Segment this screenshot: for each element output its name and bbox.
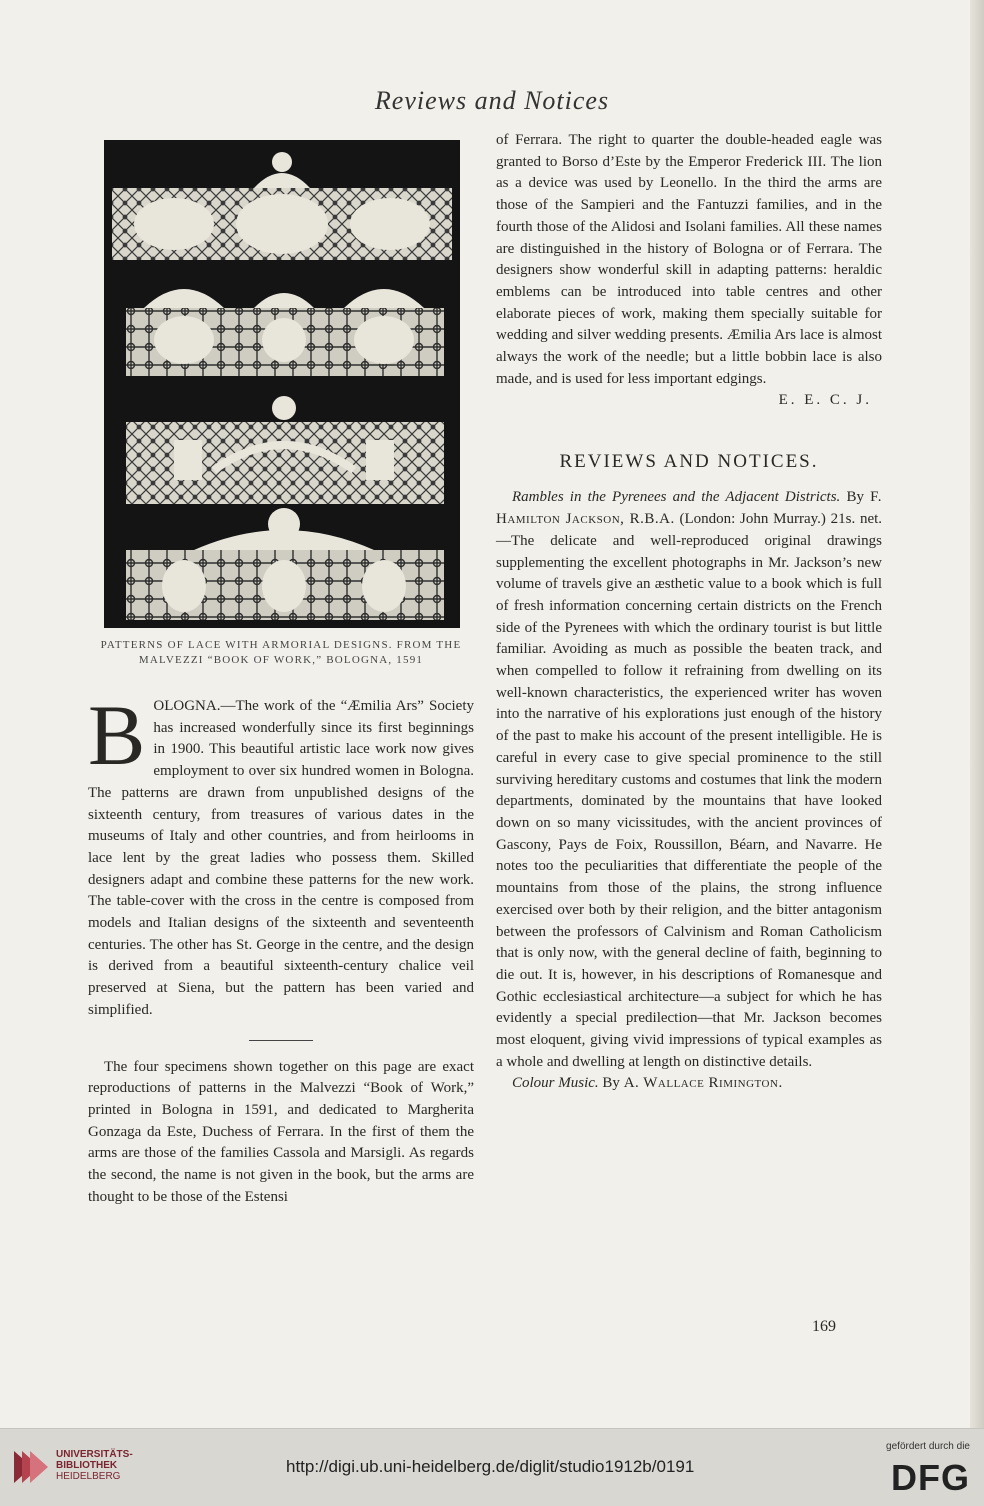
- continued-paragraph: of Ferrara. The right to quarter the double-headed eagle was granted to Borso d’Este by the Emperor Frederick III. The lion as a device was used by Leonello. In the third the arms are those of the Sampieri and the Fantuzzi families, and in the fourth those of the Alidosi and Isolani families. All these names are distinguished in the history of Bologna or of Ferrara. The designers show wonderful skill in adapting patterns: heraldic emblems can be introduced into table centres and other elaborate pieces of work, making them specially suitable for wedding and silver wedding presents. Æmilia Ars lace is almost always the work of the needle; but a little bobbin lace is also made, and is used for less important edgings.: [496, 132, 882, 387]
- university-library-name: [56, 1449, 133, 1482]
- lace-band-2: [126, 289, 444, 376]
- digitization-footer: [0, 1428, 984, 1506]
- drop-cap: B: [88, 687, 146, 783]
- review-pyrenees-title: Rambles in the Pyrenees and the Adjacent Districts.: [512, 489, 841, 506]
- section-heading: REVIEWS AND NOTICES.: [559, 451, 819, 473]
- lace-band-4: [126, 508, 444, 620]
- malvezzi-paragraph: The four specimens shown together on this page are exact reproductions of patterns in the Malvezzi “Book of Work,” printed in Bologna in 1591, and dedicated to Margherita Gonzaga da Este, Duchess of Ferrara. In the first of them the arms are those of the families Cassola and Marsigli. As regards the second, the name is not given in the book, but the arms are thought to be those of the Estensi: [88, 1058, 474, 1205]
- library-line-2: BIBLIOTHEK: [56, 1460, 118, 1471]
- review-pyrenees: [496, 487, 882, 1073]
- review-colour-music: [496, 1073, 882, 1095]
- source-url-link[interactable]: http://digi.ub.uni-heidelberg.de/diglit/studio1912b/0191: [286, 1457, 695, 1476]
- section-divider: [249, 1040, 313, 1041]
- review-pyrenees-price: 21s. net.: [830, 511, 883, 528]
- author-signature: E. E. C. J.: [778, 392, 872, 409]
- dfg-logo: DFG: [891, 1457, 970, 1498]
- lace-band-1: [112, 152, 452, 260]
- funding-label: gefördert durch die: [886, 1441, 970, 1452]
- review-colour-music-author: A. Wallace Rimington.: [623, 1075, 783, 1092]
- page-edge-shadow: [970, 0, 984, 1428]
- review-colour-music-title: Colour Music.: [512, 1075, 599, 1092]
- review-colour-music-by: By: [602, 1075, 620, 1092]
- right-column: [496, 130, 882, 1095]
- bologna-paragraph: [88, 687, 474, 1022]
- lace-patterns-figure: [104, 140, 460, 628]
- page-number: 169: [812, 1318, 836, 1335]
- review-pyrenees-author: F. Hamilton Jackson, R.B.A.: [496, 489, 883, 528]
- running-head: Reviews and Notices: [374, 86, 610, 115]
- lace-band-3: [126, 396, 444, 504]
- library-line-1: UNIVERSITÄTS-: [56, 1449, 133, 1460]
- review-pyrenees-by: By: [846, 489, 864, 506]
- left-column: [88, 140, 474, 1208]
- review-pyrenees-body: —The delicate and well-reproduced original drawings supplementing the excellent photographs in Mr. Jackson’s new volume of travels give an æsthetic value to a book which is full of fresh information concerning certain districts on the French side of the Pyrenees with which the ordinary tourist is but little familiar. Avoiding as much as possible the beaten track, and when compelled to follow it refraining from dwelling on its well-known characteristics, the experienced writer has woven into the narrative of his explorations just enough of the history of the past to make his account of the present intelligible. He is careful in every case to give special prominence to the still surviving hereditary customs and costumes that link the modern departments, dominated by the mountains that have looked down on so many vicissitudes, with the ancient provinces of Gascony, Pays de Foix, Roussillon, Béarn, and Navarre. He notes too the peculiarities that differentiate the people of the mountains from those of the plains, the strong influence exercised over both by their religion, and the bitter antagonism between the professors of Calvinism and Roman Catholicism that is only now, with the general decline of faith, beginning to die out. It is, however, in his descriptions of Romanesque and Gothic ecclesiastical architecture—a subject for which he has evidently a special predilection—that Mr. Jackson becomes most eloquent, giving vivid impressions of typical examples as a whole and dwelling at length on distinctive details.: [496, 532, 882, 1070]
- figure-caption: PATTERNS OF LACE WITH ARMORIAL DESIGNS. FROM THE MALVEZZI “BOOK OF WORK,” BOLOGNA, 1591: [100, 639, 462, 666]
- bologna-paragraph-text: OLOGNA.—The work of the “Æmilia Ars” Society has increased wonderfully since its first beginnings in 1900. This beautiful artistic lace work now gives employment to over six hundred women in Bologna. The patterns are drawn from unpublished designs of the sixteenth century, from treasures of various dates in the museums of Italy and other countries, and from heirlooms in lace lent by the great ladies who possess them. Skilled designers adapt and combine these patterns for the new work. The table-cover with the cross in the centre is composed from models and Italian designs of the sixteenth and seventeenth centuries. The other has St. George in the centre, and the design is derived from a beautiful sixteenth-century chalice veil preserved at Siena, but the pattern has been varied and simplified.: [88, 698, 474, 1018]
- library-line-3: HEIDELBERG: [56, 1471, 121, 1482]
- review-pyrenees-publisher: (London: John Murray.): [679, 511, 826, 528]
- lace-patterns-illustration: [104, 140, 460, 628]
- university-library-logo-icon: [12, 1447, 50, 1492]
